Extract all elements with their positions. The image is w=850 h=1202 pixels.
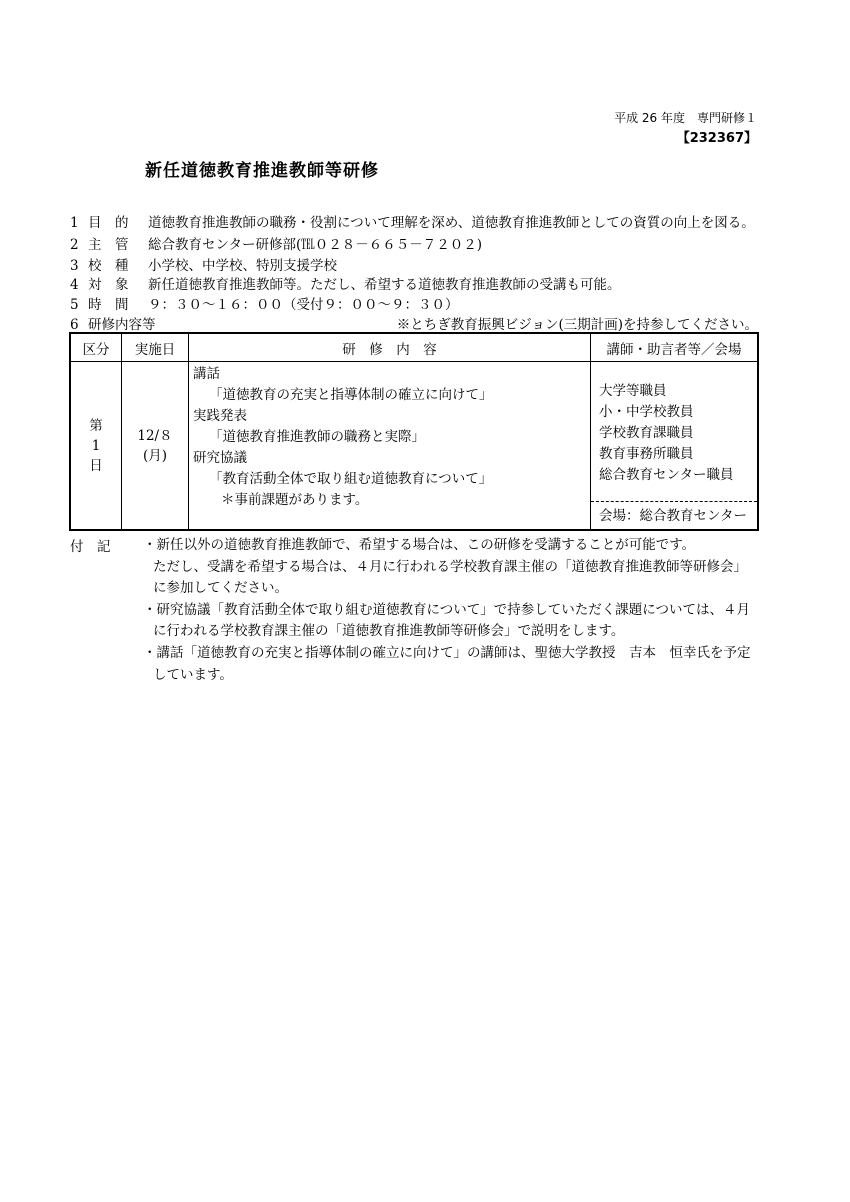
appendix-line: に行われる学校教育課主催の「道徳教育推進教師等研修会」で説明をします。 <box>153 623 625 640</box>
weekday-text: (月) <box>142 447 168 464</box>
table-header-row <box>70 333 758 362</box>
appendix-line: に参加してください。 <box>153 580 288 597</box>
item-label: 時 間 <box>88 297 129 313</box>
header-kubun: 区分 <box>70 333 122 362</box>
item-number: 5 <box>70 297 79 313</box>
item-label: 目 的 <box>88 215 129 231</box>
content-line: ＊事前課題があります。 <box>221 492 369 508</box>
item-school-type <box>70 254 337 274</box>
lecturer-item: 学校教育課職員 <box>599 425 694 441</box>
content-line: 講話 <box>193 366 220 382</box>
item-target <box>70 273 621 293</box>
item-number: 4 <box>70 277 79 293</box>
lecturer-list <box>591 362 757 501</box>
content-cell <box>189 362 591 531</box>
item-label: 主 管 <box>88 237 129 253</box>
lecturer-item: 小・中学校教員 <box>599 404 694 420</box>
header-date: 実施日 <box>122 333 189 362</box>
lecturer-item: 教育事務所職員 <box>599 446 694 462</box>
bring-note: ※とちぎ教育振興ビジョン(三期計画)を持参してください。 <box>396 317 758 333</box>
item-text: 道徳教育推進教師の職務・役割について理解を深め、道徳教育推進教師としての資質の向上を図る。 <box>148 215 755 231</box>
item-number: 3 <box>70 258 79 274</box>
lecturer-item: 総合教育センター職員 <box>599 467 734 483</box>
appendix-notes <box>143 535 751 686</box>
appendix-line: ・研究協議「教育活動全体で取り組む道徳教育について」で持参していただく課題については、４月 <box>143 601 750 618</box>
content-line: 「道徳教育の充実と指導体制の確立に向けて」 <box>209 387 493 403</box>
item-text: 新任道徳教育推進教師等。ただし、希望する道徳教育推進教師の受講も可能。 <box>148 277 621 293</box>
item-number: 2 <box>70 237 79 253</box>
training-table <box>69 332 759 531</box>
appendix-line: ・講話「道徳教育の充実と指導体制の確立に向けて」の講師は、聖徳大学教授 吉本 恒幸氏を予定 <box>143 644 751 661</box>
header-lecturer: 講師・助言者等／会場 <box>591 333 759 362</box>
item-time <box>70 293 459 313</box>
content-line: 「教育活動全体で取り組む道徳教育について」 <box>209 471 493 487</box>
appendix-line: しています。 <box>153 666 233 683</box>
item-organizer <box>70 233 482 253</box>
item-purpose <box>70 211 755 231</box>
content-line: 研究協議 <box>193 450 247 466</box>
item-number: 6 <box>70 317 79 333</box>
appendix-label: 付 記 <box>70 539 111 555</box>
lecturer-item: 大学等職員 <box>599 383 667 399</box>
item-label: 対 象 <box>88 277 129 293</box>
item-number: 1 <box>70 215 79 231</box>
page-title: 新任道徳教育推進教師等研修 <box>145 161 379 181</box>
date-cell <box>122 362 189 531</box>
header-content: 研 修 内 容 <box>189 333 591 362</box>
content-line: 実践発表 <box>193 408 247 424</box>
item-text: ９：３０～１６：００（受付９：００～９：３０） <box>148 297 459 313</box>
kubun-cell <box>70 362 122 531</box>
item-content-heading <box>70 313 156 333</box>
date-text: 12/８ <box>137 427 173 444</box>
item-label: 校 種 <box>88 258 129 274</box>
kubun-text: 1 <box>91 437 101 454</box>
appendix-line: ・新任以外の道徳教育推進教師で、希望する場合は、この研修を受講することが可能です。 <box>143 537 696 553</box>
kubun-text: 日 <box>89 457 103 474</box>
table-row <box>70 362 758 531</box>
item-text: 総合教育センター研修部(℡０２８－６６５－７２０２) <box>148 237 482 253</box>
kubun-text: 第 <box>89 417 103 434</box>
course-code: 【232367】 <box>676 131 757 146</box>
venue-text: 会場：総合教育センター <box>591 501 757 529</box>
item-label: 研修内容等 <box>88 317 156 333</box>
lecturer-cell <box>591 362 759 531</box>
year-label: 平成 26 年度 専門研修１ <box>614 111 757 125</box>
item-text: 小学校、中学校、特別支援学校 <box>148 258 337 274</box>
content-line: 「道徳教育推進教師の職務と実際」 <box>209 429 425 445</box>
appendix-line: ただし、受講を希望する場合は、４月に行われる学校教育課主催の「道徳教育推進教師等研修会」 <box>153 558 747 575</box>
